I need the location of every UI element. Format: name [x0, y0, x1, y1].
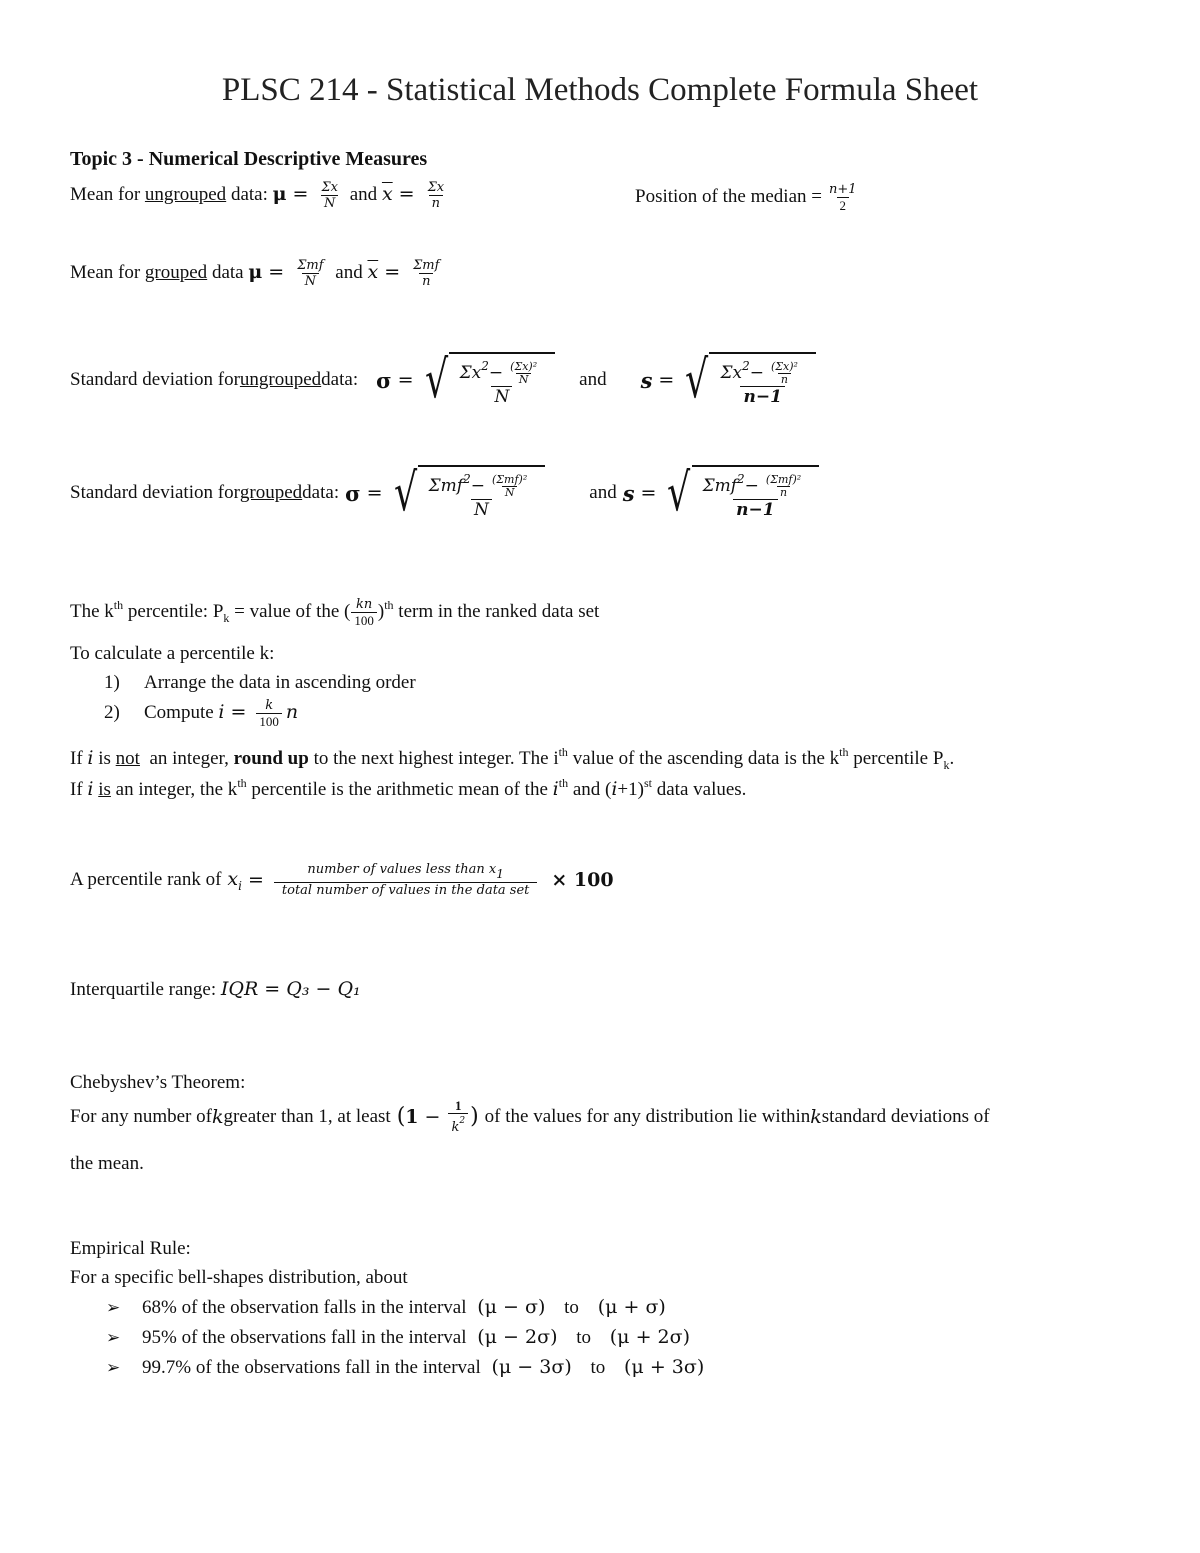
superscript: th: [384, 597, 394, 612]
list-item: [106, 1326, 690, 1349]
fraction-numerator: Σmf: [413, 258, 440, 273]
superscript: th: [558, 776, 569, 790]
and-text: and: [349, 183, 378, 205]
text: = value of the (: [229, 600, 351, 622]
sigma-symbol: σ: [376, 367, 392, 393]
list-item: [106, 1356, 704, 1379]
superscript: th: [558, 745, 568, 759]
label-prefix: Standard deviation for: [70, 369, 240, 390]
superscript: th: [839, 745, 849, 759]
sqrt-s-grouped: √ Σmf$^2$− $\frac{\text{(Σmf)²}}{n}$ n−1: [662, 465, 819, 521]
minus-sign: −: [424, 1105, 441, 1128]
chebyshev-continued: the mean.: [70, 1153, 144, 1174]
fraction-denominator: N: [302, 273, 319, 289]
topic-heading: Topic 3 - Numerical Descriptive Measures: [70, 148, 428, 170]
fraction-numerator: 1: [455, 1098, 462, 1113]
fraction-denominator: n−1: [740, 386, 784, 408]
one: 1: [405, 1105, 419, 1128]
sd-ungrouped-line: [70, 352, 816, 408]
text: For any number of: [70, 1105, 212, 1127]
variance-fraction: [426, 469, 538, 521]
sigma-symbol: σ: [345, 480, 361, 506]
text: is: [98, 779, 111, 800]
equals-sign: =: [366, 482, 383, 504]
xbar-symbol: $\overline{x}$: [367, 260, 379, 283]
percentile-rank-line: [70, 862, 614, 898]
list-number: 2): [104, 701, 120, 723]
equals-sign: =: [658, 369, 675, 391]
chebyshev-statement: [70, 1098, 990, 1135]
label: A percentile rank of: [70, 869, 222, 890]
fraction-numerator: number of values less than x1: [307, 862, 504, 881]
percentile-rank-fraction: [274, 862, 538, 898]
mean-pop-fraction: [294, 258, 326, 289]
text: term in the ranked data set: [393, 600, 600, 622]
text: percentile: P: [123, 600, 224, 622]
item-text: 95% of the observations fall in the interval: [142, 1327, 467, 1348]
fraction-denominator: n: [429, 195, 443, 211]
mean-pop-fraction: [318, 180, 341, 211]
text: and (: [568, 779, 612, 800]
fraction-denominator: total number of values in the data set: [274, 882, 538, 898]
label-prefix: Mean for: [70, 261, 145, 283]
text: ): [377, 600, 385, 622]
fraction-numerator: kn: [356, 597, 373, 612]
superscript: th: [113, 597, 124, 612]
text: an integer, the k: [110, 779, 238, 800]
arrow-bullet-icon: ➢: [106, 1328, 121, 1348]
inner-denominator: n: [778, 373, 791, 386]
fraction-numerator: Σmf: [297, 258, 324, 273]
fraction-numerator: n+1: [828, 182, 857, 197]
fraction-denominator: N: [321, 195, 338, 211]
label-suffix: data: [207, 261, 244, 283]
text: percentile P: [848, 748, 944, 769]
to-text: to: [564, 1297, 579, 1318]
variance-fraction: [457, 356, 547, 408]
percentile-how-to: To calculate a percentile k:: [70, 643, 275, 664]
arrow-bullet-icon: ➢: [106, 1298, 121, 1318]
interval-low: (μ − 2σ): [477, 1326, 558, 1348]
mean-sample-fraction: [410, 258, 442, 289]
label: Interquartile range:: [70, 979, 217, 1000]
text: round up: [233, 748, 309, 769]
text: +1): [617, 779, 644, 800]
fraction-numerator: Σx: [427, 180, 445, 195]
paren: ): [470, 1104, 479, 1129]
text: percentile is the arithmetic mean of the: [246, 779, 553, 800]
variance-fraction: [717, 356, 807, 408]
sd-grouped-line: [70, 465, 819, 521]
median-label: Position of the median =: [635, 185, 822, 207]
interval-high: (μ + σ): [597, 1296, 666, 1318]
arrow-bullet-icon: ➢: [106, 1358, 121, 1378]
list-number: 1): [104, 672, 120, 693]
fraction-numerator: Σx: [321, 180, 338, 195]
fraction-denominator: 100: [256, 713, 282, 729]
mean-grouped-line: [70, 258, 446, 289]
fraction-denominator: n−1: [733, 499, 777, 521]
equals-sign: =: [397, 369, 414, 391]
equals-sign: =: [398, 182, 415, 205]
variance-fraction: [700, 469, 812, 521]
page-title: PLSC 214 - Statistical Methods Complete Formula Sheet: [221, 72, 979, 108]
n-symbol: n: [285, 700, 299, 723]
inner-denominator: N: [516, 373, 532, 386]
k-over-100-fraction: [256, 698, 282, 729]
interval-low: (μ − σ): [477, 1296, 546, 1318]
text: to the next highest integer. The i: [308, 748, 559, 769]
underlined-word: ungrouped: [144, 183, 227, 205]
xbar-symbol: $\overline{x}$: [381, 182, 393, 205]
subscript: k: [223, 610, 230, 625]
fraction-numerator: Σmf$^2$− $\frac{\text{(Σmf)²}}{n}$: [700, 469, 812, 499]
item-text: 99.7% of the observations fall in the interval: [142, 1357, 481, 1378]
text: k: [810, 1105, 822, 1128]
mu-symbol: μ: [248, 260, 263, 283]
inner-numerator: (Σx)²: [770, 360, 798, 373]
inner-fraction: [507, 361, 540, 386]
mean-ungrouped-line: [70, 180, 451, 211]
and-text: and: [589, 482, 617, 503]
label-suffix: data:: [302, 482, 340, 503]
kn-fraction: [351, 597, 377, 628]
label-prefix: Mean for: [70, 183, 145, 205]
text: The k: [70, 600, 114, 622]
item-text: 68% of the observation falls in the interval: [142, 1297, 467, 1318]
text: value of the ascending data is the k: [567, 748, 840, 769]
sqrt-sigma-ungrouped: √ $\Sigma x^2-$ $\frac{\text{(Σx)²}}{N}$ N: [420, 352, 556, 408]
text: i: [611, 778, 618, 800]
text: If: [70, 748, 88, 769]
equals-sign: =: [247, 869, 264, 891]
empirical-intro: For a specific bell-shapes distribution, about: [70, 1267, 408, 1288]
text: i: [87, 747, 94, 769]
superscript: th: [237, 776, 247, 790]
underlined-word: grouped: [239, 482, 303, 503]
fraction-denominator: 100: [351, 612, 377, 628]
text: not: [115, 748, 140, 769]
text: greater than 1, at least: [223, 1105, 391, 1127]
iqr-formula: IQR = Q₃ − Q₁: [220, 978, 361, 1000]
step-text: Compute: [144, 701, 214, 723]
fraction-denominator: N: [491, 386, 512, 408]
superscript: st: [643, 776, 652, 790]
equals-sign: =: [640, 482, 657, 504]
text: i: [87, 778, 94, 800]
to-text: to: [590, 1357, 606, 1378]
equals-sign: =: [268, 260, 285, 283]
i-symbol: i: [218, 700, 225, 723]
percentile-definition: [70, 597, 599, 628]
fraction-numerator: $\Sigma x^2-$ $\frac{\text{(Σx)²}}{n}$: [717, 356, 807, 386]
s-symbol: s: [622, 480, 635, 506]
label-suffix: data:: [321, 369, 359, 390]
underlined-word: grouped: [144, 261, 208, 283]
iqr-line: [70, 978, 361, 1001]
percentile-step-2: [104, 698, 298, 729]
interval-high: (μ + 2σ): [609, 1326, 690, 1348]
label-suffix: data:: [226, 183, 268, 205]
fraction-denominator: n: [419, 273, 433, 289]
and-text: and: [579, 369, 607, 390]
text: k: [211, 1105, 224, 1128]
fraction-denominator: 2: [837, 197, 850, 213]
equals-sign: =: [384, 260, 401, 283]
inner-denominator: n: [777, 486, 790, 499]
inner-fraction: [489, 474, 530, 499]
one-over-k-squared: [448, 1098, 468, 1135]
text: i: [552, 778, 559, 800]
equals-sign: =: [292, 182, 309, 205]
inner-numerator: (Σx)²: [510, 360, 538, 373]
inner-fraction: [763, 474, 804, 499]
label-prefix: Standard deviation for: [70, 482, 240, 503]
chebyshev-title: Chebyshev’s Theorem:: [70, 1072, 246, 1093]
xi-symbol: $x_i$: [227, 867, 242, 893]
equals-sign: =: [230, 700, 247, 723]
times-100: × 100: [551, 869, 614, 891]
inner-fraction: [768, 361, 801, 386]
fraction-denominator: $k^2$: [448, 1113, 468, 1135]
text: of the values for any distribution lie within: [484, 1105, 811, 1127]
to-text: to: [576, 1327, 592, 1348]
inner-numerator: (Σmf)²: [491, 473, 528, 486]
fraction-numerator: Σmf$^2$− $\frac{\text{(Σmf)²}}{N}$: [426, 469, 538, 499]
paren: (: [396, 1104, 406, 1129]
subscript: k: [943, 758, 950, 772]
and-text: and: [335, 261, 363, 283]
percentile-rule-integer: [70, 776, 746, 801]
fraction-denominator: N: [471, 499, 492, 521]
sqrt-sigma-grouped: √ Σmf$^2$− $\frac{\text{(Σmf)²}}{N}$ N: [389, 465, 546, 521]
median-position-line: [635, 182, 864, 213]
inner-denominator: N: [502, 486, 518, 499]
text: data values.: [651, 779, 747, 800]
text: an integer,: [139, 748, 234, 769]
numerator-text: number of values less than x: [307, 862, 497, 877]
interval-high: (μ + 3σ): [624, 1356, 705, 1378]
step-text: Arrange the data in ascending order: [144, 672, 416, 693]
inner-numerator: (Σmf)²: [765, 473, 802, 486]
median-fraction: [826, 182, 860, 213]
fraction-numerator: k: [265, 698, 274, 713]
text: is: [93, 748, 116, 769]
empirical-title: Empirical Rule:: [70, 1238, 191, 1259]
text: .: [949, 748, 955, 769]
underlined-word: ungrouped: [239, 369, 322, 390]
list-item: [106, 1296, 666, 1319]
mu-symbol: μ: [272, 182, 287, 205]
mean-sample-fraction: [425, 180, 448, 211]
fraction-numerator: $\Sigma x^2-$ $\frac{\text{(Σx)²}}{N}$: [457, 356, 547, 386]
percentile-step-1: [104, 672, 416, 694]
s-symbol: s: [640, 367, 653, 393]
interval-low: (μ − 3σ): [491, 1356, 572, 1378]
text: standard deviations of: [821, 1105, 990, 1127]
percentile-rule-not-integer: [70, 745, 954, 773]
sqrt-s-ungrouped: √ $\Sigma x^2-$ $\frac{\text{(Σx)²}}{n}$ n−1: [680, 352, 816, 408]
text: If: [70, 779, 88, 800]
